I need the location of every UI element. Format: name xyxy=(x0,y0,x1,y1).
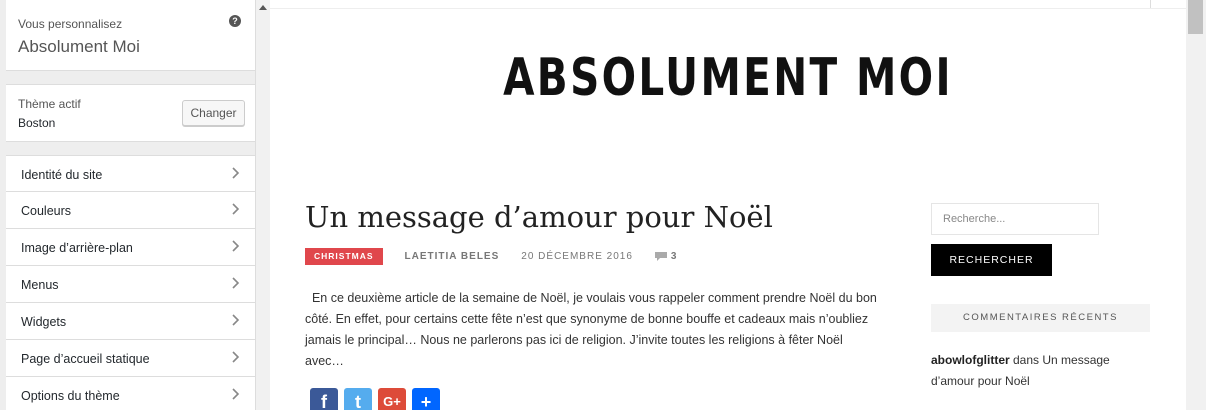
preview-top-bar xyxy=(270,0,1186,9)
category-badge[interactable]: CHRISTMAS xyxy=(305,248,383,265)
comment-icon xyxy=(655,252,667,261)
section-label: Couleurs xyxy=(21,204,72,218)
section-label: Menus xyxy=(21,278,59,292)
comment-count[interactable] xyxy=(655,251,677,262)
post-date[interactable]: 20 DÉCEMBRE 2016 xyxy=(521,251,633,262)
chevron-right-icon xyxy=(229,314,241,326)
active-theme-label: Thème actif xyxy=(18,97,81,111)
post-title[interactable]: Un message d’amour pour Noël xyxy=(305,200,773,234)
section-label: Options du thème xyxy=(21,389,120,403)
recent-comment-author[interactable]: abowlofglitter xyxy=(931,353,1010,367)
recent-comment-text[interactable]: dans Un message d’amour pour Noël xyxy=(931,353,1110,388)
search-button[interactable]: RECHERCHER xyxy=(931,244,1052,276)
site-title[interactable]: ABSOLUMENT MOI xyxy=(503,48,953,108)
section-label: Image d’arrière-plan xyxy=(21,241,133,255)
active-theme-name: Boston xyxy=(18,116,56,130)
sidebar-scrollbar[interactable] xyxy=(256,0,270,410)
section-theme-options[interactable] xyxy=(6,377,255,410)
facebook-icon[interactable]: f xyxy=(310,388,338,410)
chevron-right-icon xyxy=(229,203,241,215)
twitter-icon[interactable]: t xyxy=(344,388,372,410)
chevron-right-icon xyxy=(229,388,241,400)
post-meta xyxy=(305,248,676,265)
scrollbar-thumb[interactable] xyxy=(1188,0,1203,34)
section-site-identity[interactable] xyxy=(6,155,255,192)
chevron-right-icon xyxy=(229,351,241,363)
share-buttons xyxy=(310,388,440,410)
chevron-right-icon xyxy=(229,277,241,289)
change-theme-button[interactable]: Changer xyxy=(182,100,245,126)
section-static-front-page[interactable] xyxy=(6,340,255,377)
google-plus-icon[interactable]: G+ xyxy=(378,388,406,410)
share-plus-icon[interactable]: + xyxy=(412,388,440,410)
help-icon[interactable]: ? xyxy=(229,15,241,27)
section-menus[interactable] xyxy=(6,266,255,303)
recent-comment-item xyxy=(931,350,1150,392)
top-bar-divider xyxy=(1150,0,1151,8)
customizing-site-name: Absolument Moi xyxy=(18,37,140,56)
customizer-info-panel xyxy=(6,0,255,71)
customizing-label: Vous personnalisez xyxy=(18,17,123,31)
chevron-right-icon xyxy=(229,167,241,179)
scroll-up-arrow-icon[interactable] xyxy=(259,4,267,10)
section-widgets[interactable] xyxy=(6,303,255,340)
section-label: Identité du site xyxy=(21,168,103,182)
recent-comments-title: COMMENTAIRES RÉCENTS xyxy=(931,304,1150,332)
section-label: Page d’accueil statique xyxy=(21,352,150,366)
customizer-sections-list xyxy=(6,155,255,410)
section-label: Widgets xyxy=(21,315,67,329)
site-preview xyxy=(270,0,1186,410)
search-input[interactable]: Recherche... xyxy=(931,203,1099,235)
active-theme-panel xyxy=(6,84,255,142)
comment-count-value: 3 xyxy=(670,251,677,262)
post-excerpt xyxy=(305,288,883,372)
customizer-sidebar xyxy=(0,0,256,410)
post-author[interactable]: LAETITIA BELES xyxy=(404,251,500,262)
post-excerpt-text: En ce deuxième article de la semaine de Noël, je voulais vous rappeler comment prendre Noël du bon côté. En effet, pour certains cette fête n’est que synonyme de bonne bouffe et cadeaux mais n’oubliez jamais le principal… Nous ne parlerons pas ici de religion. J’invite toutes les religions à fêter Noël avec… xyxy=(305,291,877,368)
chevron-right-icon xyxy=(229,240,241,252)
browser-scrollbar[interactable] xyxy=(1186,0,1206,410)
section-background-image[interactable] xyxy=(6,229,255,266)
section-colors[interactable] xyxy=(6,192,255,229)
